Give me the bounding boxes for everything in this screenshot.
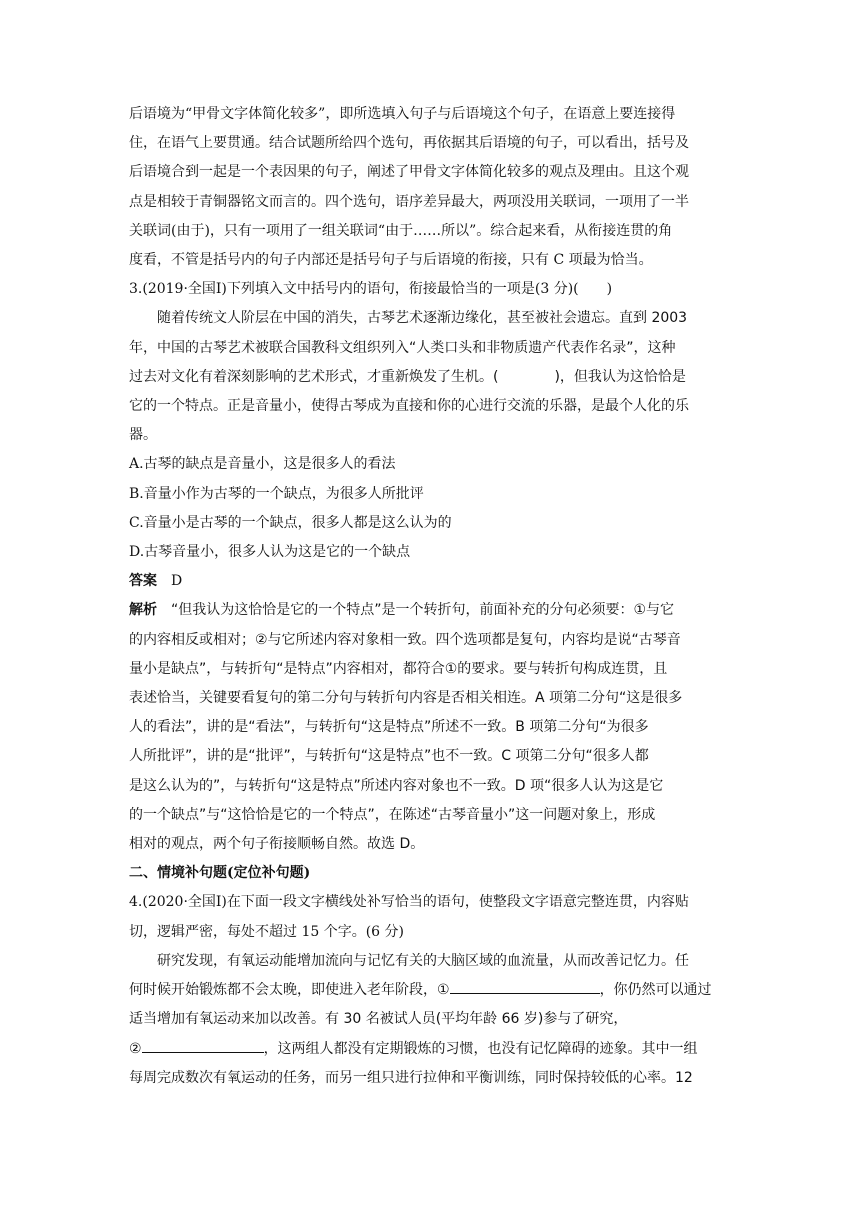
passage-line bbox=[129, 1035, 735, 1064]
fill-blank-2[interactable] bbox=[142, 1038, 264, 1053]
analysis-line: 人的看法”，讲的是“看法”，与转折句“这是特点”所述不一致。B 项第二分句“为很多 bbox=[129, 719, 649, 736]
analysis-label: 解析 bbox=[129, 602, 157, 619]
answer-value: D bbox=[171, 573, 183, 590]
option-c: C.音量小是古琴的一个缺点，很多人都是这么认为的 bbox=[129, 514, 452, 531]
passage-line: 每周完成数次有氧运动的任务，而另一组只进行拉伸和平衡训练，同时保持较低的心率。12 bbox=[129, 1069, 693, 1086]
analysis-line: 表述恰当，关键要看复句的第二分句与转折句内容是否相关相连。A 项第二分句“这是很多 bbox=[129, 690, 683, 707]
option-b: B.音量小作为古琴的一个缺点，为很多人所批评 bbox=[129, 485, 424, 502]
analysis-line: 相对的观点，两个句子衔接顺畅自然。故选 D。 bbox=[129, 836, 425, 853]
intro-line: 后语境合到一起是一个表因果的句子，阐述了甲骨文字体简化较多的观点及理由。且这个观 bbox=[129, 164, 689, 181]
answer-line bbox=[129, 567, 735, 596]
option-d: D.古琴音量小，很多人认为这是它的一个缺点 bbox=[129, 544, 411, 561]
passage-line: 随着传统文人阶层在中国的消失，古琴艺术逐渐边缘化，甚至被社会遗忘。直到 2003 bbox=[157, 310, 688, 327]
passage-line: 器。 bbox=[129, 427, 157, 444]
analysis-line: 是这么认为的”，与转折句“这是特点”所述内容对象也不一致。D 项“很多人认为这是它 bbox=[129, 777, 664, 794]
analysis-line bbox=[129, 596, 735, 625]
passage-text: 何时候开始锻炼都不会太晚，即使进入老年阶段，① bbox=[129, 982, 450, 999]
question-3-passage bbox=[129, 304, 735, 450]
intro-line: 度看，不管是括号内的句子内部还是括号句子与后语境的衔接，只有 C 项最为恰当。 bbox=[129, 252, 653, 269]
answer-label: 答案 bbox=[129, 573, 157, 590]
question-3-options bbox=[129, 450, 735, 567]
analysis-text: “但我认为这恰恰是它的一个特点”是一个转折句，前面补充的分句必须要：①与它 bbox=[171, 602, 675, 619]
analysis-line: 人所批评”，讲的是“批评”，与转折句“这是特点”也不一致。C 项第二分句“很多人都 bbox=[129, 748, 649, 765]
question-4-passage bbox=[129, 947, 735, 1093]
analysis-line: 的一个缺点”与“这恰恰是它的一个特点”，在陈述“古琴音量小”这一问题对象上，形成 bbox=[129, 806, 656, 823]
option-a: A.古琴的缺点是音量小，这是很多人的看法 bbox=[129, 456, 396, 473]
analysis-line: 量小是缺点”，与转折句“是特点”内容相对，都符合①的要求。要与转折句构成连贯，且 bbox=[129, 660, 668, 677]
analysis-line: 的内容相反或相对；②与它所述内容对象相一致。四个选项都是复句，内容均是说“古琴音 bbox=[129, 631, 681, 648]
question-3-title: 3.(2019·全国Ⅰ)下列填入文中括号内的语句，衔接最恰当的一项是(3 分)( ) bbox=[129, 281, 613, 298]
fill-blank-1[interactable] bbox=[450, 979, 600, 994]
passage-line: 年，中国的古琴艺术被联合国教科文组织列入“人类口头和非物质遗产代表作名录”，这种 bbox=[129, 339, 676, 356]
question-4-title-line: 切，逻辑严密，每处不超过 15 个字。(6 分) bbox=[129, 923, 404, 940]
section-heading: 二、情境补句题(定位补句题) bbox=[129, 865, 311, 882]
passage-line: 适当增加有氧运动来加以改善。有 30 名被试人员(平均年龄 66 岁)参与了研究， bbox=[129, 1011, 628, 1028]
passage-text: ，你仍然可以通过 bbox=[599, 982, 712, 999]
intro-line: 点是相较于青铜器铭文而言的。四个选句，语序差异最大，两项没用关联词，一项用了一半 bbox=[129, 193, 689, 210]
passage-line bbox=[129, 976, 735, 1005]
intro-line: 住，在语气上要贯通。结合试题所给四个选句，再依据其后语境的句子，可以看出，括号及 bbox=[129, 135, 689, 152]
intro-paragraph bbox=[129, 100, 735, 275]
passage-line: 研究发现，有氧运动能增加流向与记忆有关的大脑区域的血流量，从而改善记忆力。任 bbox=[157, 952, 689, 969]
question-4-title bbox=[129, 888, 735, 946]
intro-line: 后语境为“甲骨文字体简化较多”，即所选填入句子与后语境这个句子，在语意上要连接得 bbox=[129, 106, 676, 122]
passage-line: 过去对文化有着深刻影响的艺术形式，才重新焕发了生机。( )，但我认为这恰恰是 bbox=[129, 368, 686, 385]
passage-line: 它的一个特点。正是音量小，使得古琴成为直接和你的心进行交流的乐器，是最个人化的乐 bbox=[129, 398, 689, 415]
intro-line: 关联词(由于)，只有一项用了一组关联词“由于……所以”。综合起来看，从衔接连贯的角 bbox=[129, 222, 673, 239]
analysis-paragraph bbox=[129, 596, 735, 859]
document-body bbox=[129, 100, 735, 1093]
passage-text: ② bbox=[129, 1040, 142, 1057]
question-4-title-line: 4.(2020·全国Ⅰ)在下面一段文字横线处补写恰当的语句，使整段文字语意完整连贯，内容贴 bbox=[129, 894, 689, 911]
passage-text: ，这两组人都没有定期锻炼的习惯，也没有记忆障碍的迹象。其中一组 bbox=[263, 1040, 698, 1057]
